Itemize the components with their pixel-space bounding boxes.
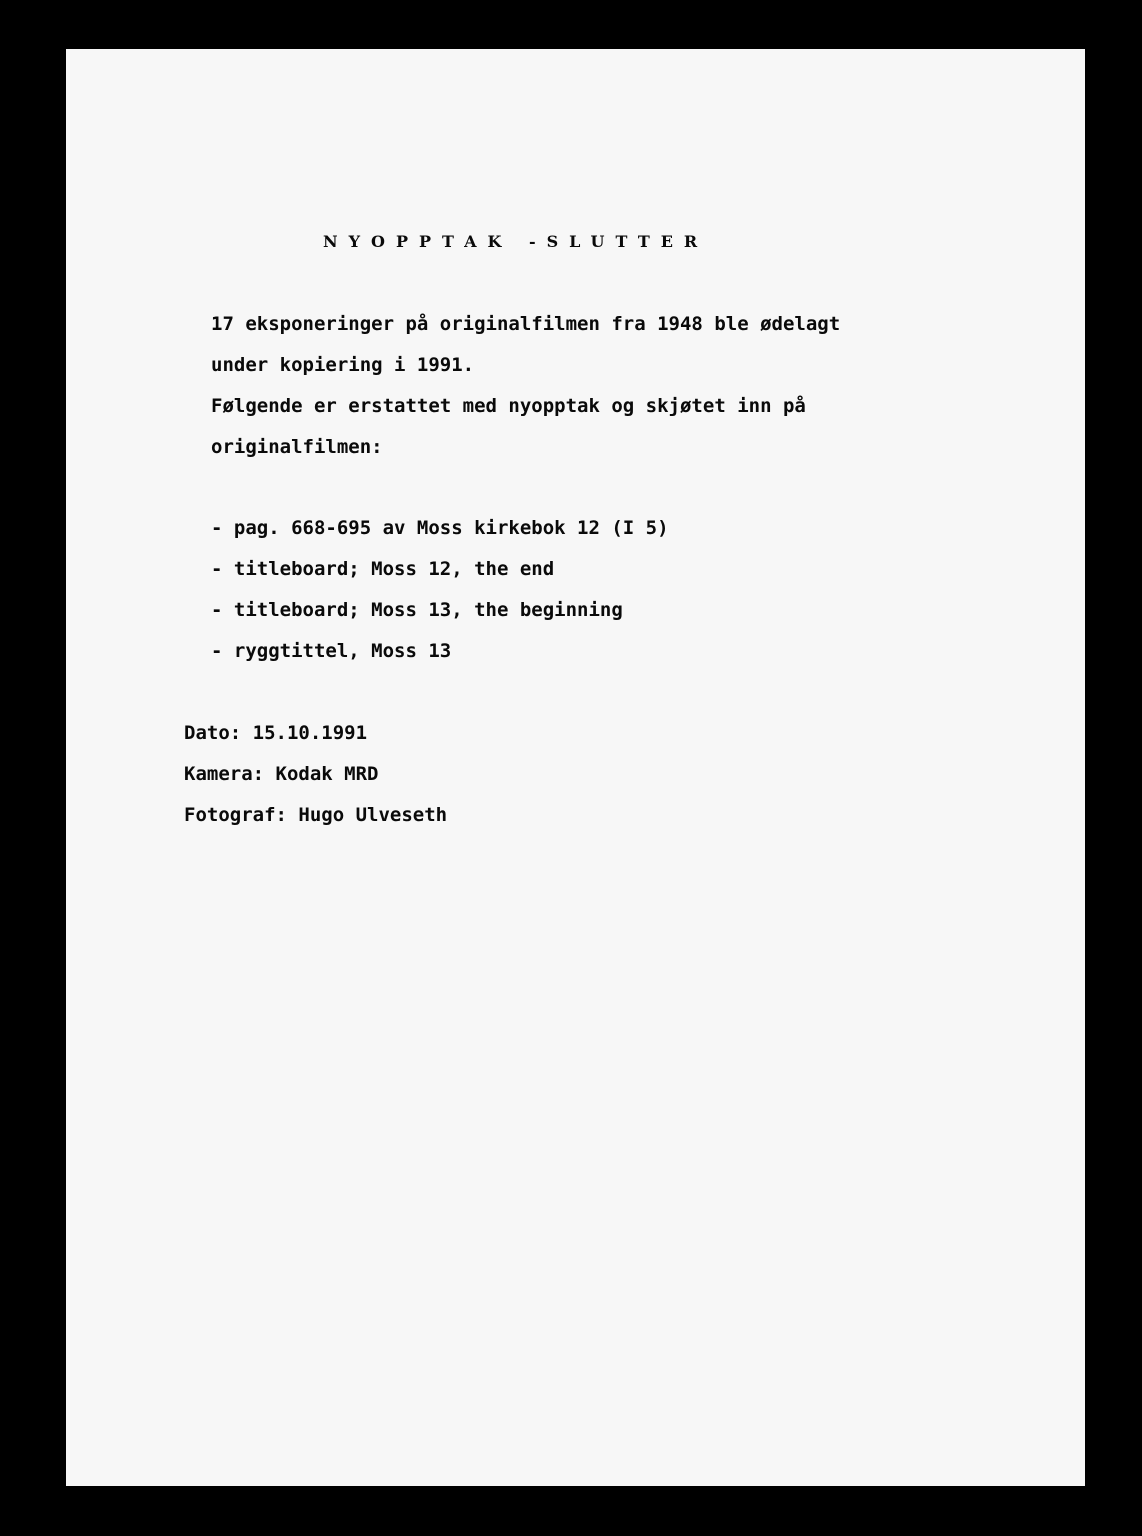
list-item: - titleboard; Moss 13, the beginning xyxy=(211,599,623,621)
paragraph-line-2: under kopiering i 1991. xyxy=(211,354,475,376)
paragraph-line-4: originalfilmen: xyxy=(211,436,383,458)
list-item: - ryggtittel, Moss 13 xyxy=(211,640,452,662)
paragraph-line-1: 17 eksponeringer på originalfilmen fra 1948 ble ødelagt xyxy=(211,313,841,335)
date-line: Dato: 15.10.1991 xyxy=(184,722,368,744)
list-item: - titleboard; Moss 12, the end xyxy=(211,558,555,580)
document-heading: NYOPPTAK -SLUTTER xyxy=(323,232,709,251)
photographer-line: Fotograf: Hugo Ulveseth xyxy=(184,804,448,826)
list-item: - pag. 668-695 av Moss kirkebok 12 (I 5) xyxy=(211,517,669,539)
paragraph-line-3: Følgende er erstattet med nyopptak og skjøtet inn på xyxy=(211,395,806,417)
camera-line: Kamera: Kodak MRD xyxy=(184,763,379,785)
